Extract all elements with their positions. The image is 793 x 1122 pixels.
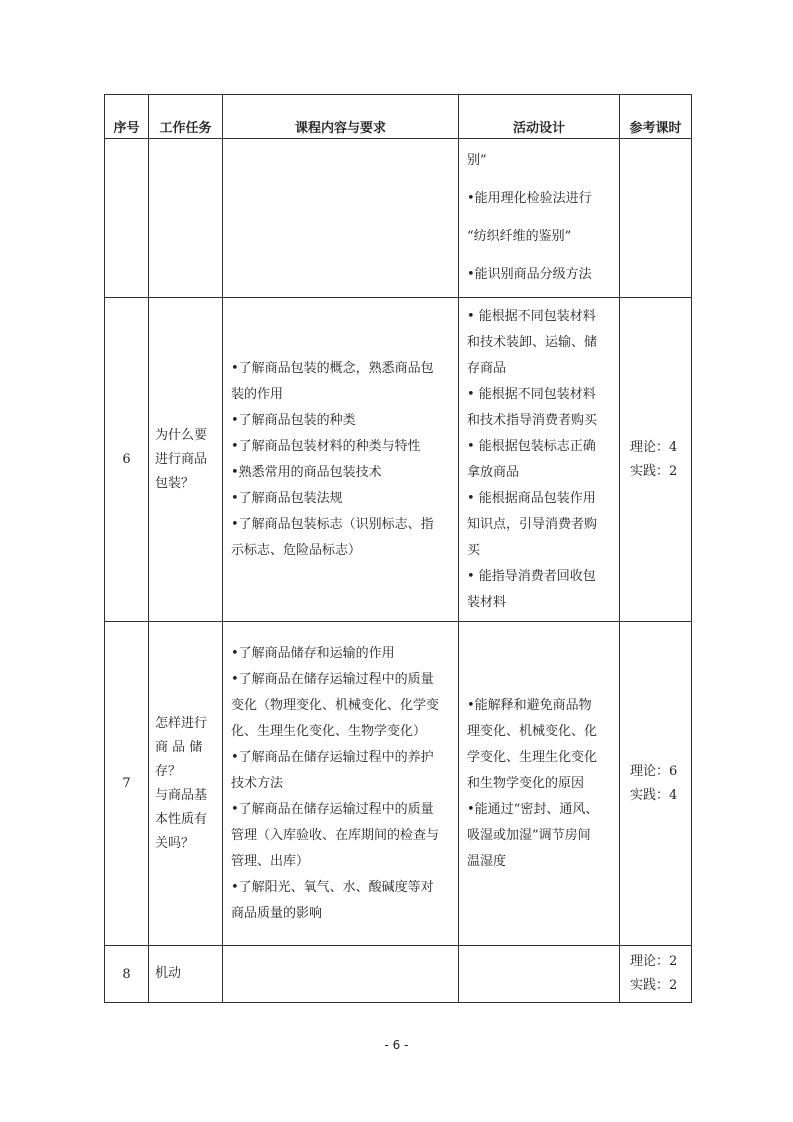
activity-line: 买 — [467, 542, 481, 558]
content-line: 商品质量的影响 — [231, 905, 323, 921]
cell-content — [223, 298, 459, 622]
cell-activity — [459, 946, 620, 1003]
activity-line: • 能根据不同包装材料 — [467, 308, 596, 324]
cell-task — [149, 139, 223, 298]
cell-task — [149, 946, 223, 1003]
content-line: •了解阳光、氧气、水、酸碱度等对 — [231, 879, 434, 895]
page-number: - 6 - — [384, 1038, 409, 1052]
hours-theory: 理论：6 — [630, 763, 678, 779]
content-line: •了解商品在储存运输过程中的质量 — [231, 671, 434, 687]
activity-line: • 能指导消费者回收包 — [467, 568, 596, 584]
content-line: •了解商品包装标志（识别标志、指 — [231, 516, 434, 532]
activity-line: 学变化、生理生化变化 — [467, 749, 598, 765]
content-line: •了解商品包装法规 — [231, 490, 343, 506]
activity-line: 温湿度 — [467, 853, 507, 869]
content-line: 化、生理生化变化、生物学变化） — [231, 723, 427, 739]
content-line: •了解商品包装的概念，熟悉商品包 — [231, 360, 434, 376]
header-task: 工作任务 — [149, 95, 223, 139]
activity-line: 和技术指导消费者购买 — [467, 412, 598, 428]
cell-num: 6 — [105, 298, 149, 622]
content-line: 示标志、危险品标志） — [231, 542, 362, 558]
cell-hours — [620, 139, 692, 298]
cell-content — [223, 946, 459, 1003]
cell-hours — [620, 298, 692, 622]
activity-line: •能通过“密封、通风、 — [467, 801, 599, 817]
content-line: 管理（入库验收、在库期间的检查与 — [231, 827, 440, 843]
course-table — [104, 94, 692, 1003]
content-line: 变化（物理变化、机械变化、化学变 — [231, 697, 440, 713]
task-line: 为什么要 — [155, 427, 208, 443]
activity-line: 理变化、机械变化、化 — [467, 723, 598, 739]
task-line: 关吗？ — [155, 835, 195, 851]
cell-hours — [620, 946, 692, 1003]
hours-practice: 实践：2 — [630, 463, 678, 479]
activity-line: 拿放商品 — [467, 464, 520, 480]
activity-line: 吸湿或加湿”调节房间 — [467, 827, 591, 843]
task-line: 存？ — [155, 763, 182, 779]
activity-line: • 能根据包装标志正确 — [467, 438, 596, 454]
activity-line: • 能根据不同包装材料 — [467, 386, 596, 402]
content-line: 装的作用 — [231, 386, 284, 402]
cell-task — [149, 622, 223, 946]
cell-content — [223, 139, 459, 298]
activity-line: 别” — [467, 153, 487, 168]
header-num: 序号 — [105, 95, 149, 139]
cell-task — [149, 298, 223, 622]
table-row-8 — [105, 946, 692, 1003]
cell-activity — [459, 622, 620, 946]
task-line: 与商品基 — [155, 787, 208, 803]
activity-line: 知识点，引导消费者购 — [467, 516, 598, 532]
hours-practice: 实践：2 — [630, 978, 678, 993]
header-content: 课程内容与要求 — [223, 95, 459, 139]
content-line: •了解商品包装材料的种类与特性 — [231, 438, 421, 454]
content-line: •熟悉常用的商品包装技术 — [231, 464, 382, 480]
table-row-6 — [105, 298, 692, 622]
activity-line: 和生物学变化的原因 — [467, 775, 585, 791]
activity-line: 存商品 — [467, 360, 507, 376]
cell-num: 8 — [105, 946, 149, 1003]
cell-activity — [459, 139, 620, 298]
activity-line: “纺织纤维的鉴别” — [467, 229, 572, 244]
activity-line: •能解释和避免商品物 — [467, 697, 592, 713]
header-activity: 活动设计 — [459, 95, 620, 139]
activity-line: •能识别商品分级方法 — [467, 267, 592, 282]
cell-hours — [620, 622, 692, 946]
task-line: 商 品 储 — [155, 739, 203, 755]
table-row-continuation — [105, 139, 692, 298]
activity-line: 装材料 — [467, 594, 507, 610]
content-line: •了解商品储存和运输的作用 — [231, 645, 395, 661]
hours-theory: 理论：2 — [630, 954, 678, 969]
task-line: 怎样进行 — [155, 715, 208, 731]
cell-num: 7 — [105, 622, 149, 946]
content-line: 技术方法 — [231, 775, 284, 791]
activity-line: •能用理化检验法进行 — [467, 191, 592, 206]
cell-content — [223, 622, 459, 946]
activity-line: 和技术装卸、运输、储 — [467, 334, 598, 350]
hours-practice: 实践：4 — [630, 787, 678, 803]
table-row-7 — [105, 622, 692, 946]
hours-theory: 理论：4 — [630, 439, 678, 455]
header-row — [105, 95, 692, 139]
content-line: •了解商品在储存运输过程中的质量 — [231, 801, 434, 817]
header-hours: 参考课时 — [620, 95, 692, 139]
task-line: 本性质有 — [155, 811, 208, 827]
content-line: •了解商品在储存运输过程中的养护 — [231, 749, 434, 765]
cell-activity — [459, 298, 620, 622]
cell-num — [105, 139, 149, 298]
task-line: 进行商品 — [155, 451, 208, 467]
activity-line: • 能根据商品包装作用 — [467, 490, 596, 506]
task-line: 机动 — [155, 966, 182, 981]
content-line: •了解商品包装的种类 — [231, 412, 356, 428]
content-line: 管理、出库） — [231, 853, 310, 869]
task-line: 包装？ — [155, 475, 195, 491]
